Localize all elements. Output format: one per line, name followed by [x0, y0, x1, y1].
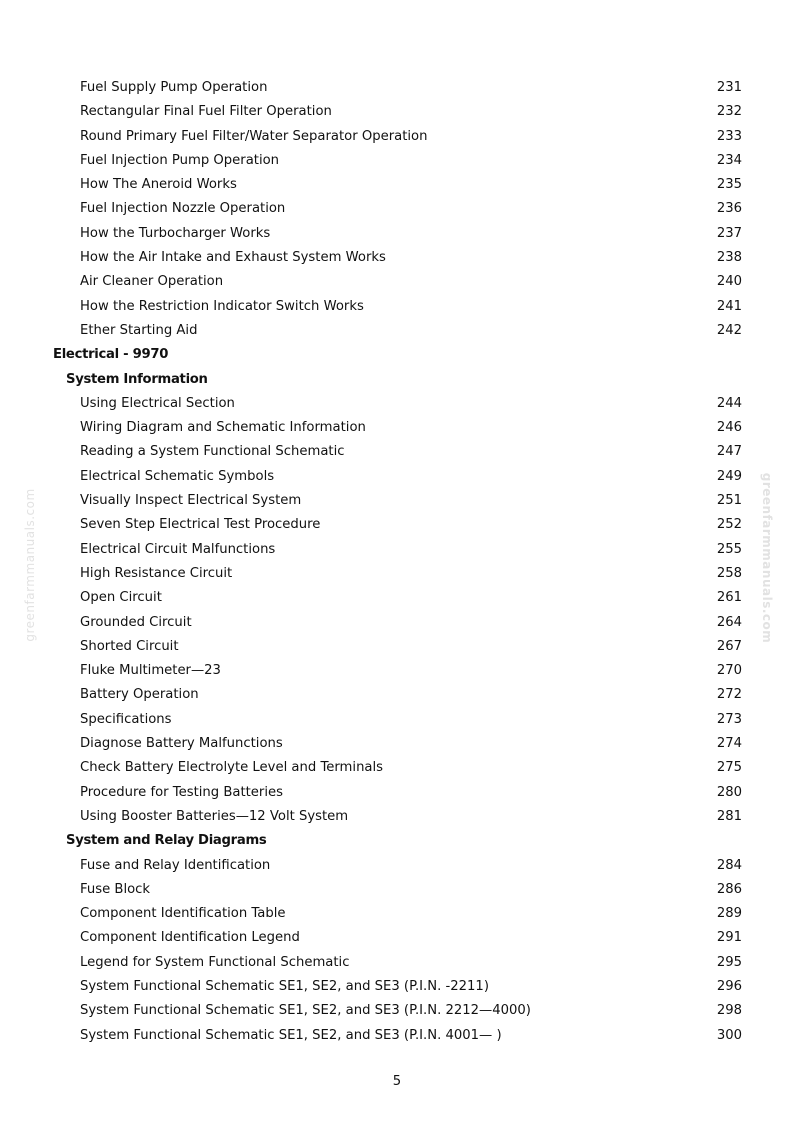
toc-entry-title: Rectangular Final Fuel Filter Operation — [80, 104, 332, 120]
toc-entry-page-number: 289 — [716, 906, 742, 922]
toc-entry-page-number: 286 — [716, 881, 742, 897]
toc-entry-page-number: 284 — [716, 857, 742, 873]
toc-entry-page-number: 240 — [716, 274, 742, 290]
toc-entry-page-number: 300 — [716, 1027, 742, 1043]
toc-entry[interactable] — [0, 197, 794, 221]
toc-entry-page-number: 238 — [716, 250, 742, 266]
toc-entry[interactable] — [0, 756, 794, 780]
toc-subsection-heading[interactable] — [0, 368, 794, 392]
toc-entry-page-number: 244 — [716, 395, 742, 411]
toc-entry[interactable] — [0, 465, 794, 489]
toc-entry-title: System Functional Schematic SE1, SE2, and SE3 (P.I.N. -2211) — [80, 978, 489, 994]
toc-entry[interactable] — [0, 125, 794, 149]
toc-entry-title: Electrical - 9970 — [53, 347, 169, 363]
toc-entry[interactable] — [0, 222, 794, 246]
toc-entry[interactable] — [0, 611, 794, 635]
toc-entry-page-number: 298 — [716, 1003, 742, 1019]
toc-entry-title: High Resistance Circuit — [80, 565, 233, 581]
toc-entry-title: System and Relay Diagrams — [66, 833, 267, 849]
toc-entry-title: System Functional Schematic SE1, SE2, and SE3 (P.I.N. 2212—4000) — [80, 1003, 531, 1019]
toc-entry-page-number: 281 — [716, 808, 742, 824]
toc-entry-page-number: 251 — [716, 493, 742, 509]
toc-entry-page-number: 267 — [716, 638, 742, 654]
toc-entry[interactable] — [0, 1024, 794, 1048]
toc-entry-title: Grounded Circuit — [80, 614, 192, 630]
toc-entry-title: Visually Inspect Electrical System — [80, 493, 302, 509]
toc-entry-page-number: 235 — [716, 177, 742, 193]
toc-entry-title: Component Identification Table — [80, 906, 286, 922]
toc-entry-page-number: 232 — [716, 104, 742, 120]
toc-section-heading[interactable] — [0, 343, 794, 367]
toc-entry-title: How the Turbocharger Works — [80, 225, 271, 241]
toc-entry-page-number: 264 — [716, 614, 742, 630]
toc-entry-page-number: 291 — [716, 930, 742, 946]
toc-entry[interactable] — [0, 805, 794, 829]
toc-entry-page-number: 233 — [716, 128, 742, 144]
toc-entry[interactable] — [0, 319, 794, 343]
toc-entry[interactable] — [0, 975, 794, 999]
watermark-right: greenfarmmanuals.com — [760, 472, 774, 644]
toc-entry-title: Reading a System Functional Schematic — [80, 444, 345, 460]
toc-entry[interactable] — [0, 562, 794, 586]
toc-entry-title: Fuse and Relay Identification — [80, 857, 271, 873]
toc-entry-page-number: 273 — [716, 711, 742, 727]
toc-entry-page-number: 241 — [716, 298, 742, 314]
toc-entry[interactable] — [0, 295, 794, 319]
toc-entry-title: Air Cleaner Operation — [80, 274, 224, 290]
toc-entry-page-number: 275 — [716, 760, 742, 776]
toc-entry-page-number: 261 — [716, 590, 742, 606]
toc-entry-title: Electrical Circuit Malfunctions — [80, 541, 276, 557]
table-of-contents — [0, 76, 794, 1048]
toc-entry[interactable] — [0, 246, 794, 270]
toc-entry-title: Using Electrical Section — [80, 395, 235, 411]
toc-entry[interactable] — [0, 416, 794, 440]
watermark-left: greenfarmmanuals.com — [23, 488, 37, 642]
toc-entry-title: Fuel Injection Pump Operation — [80, 152, 280, 168]
toc-entry-title: Using Booster Batteries—12 Volt System — [80, 808, 349, 824]
toc-entry[interactable] — [0, 732, 794, 756]
toc-entry[interactable] — [0, 173, 794, 197]
toc-entry[interactable] — [0, 513, 794, 537]
toc-entry-title: Ether Starting Aid — [80, 322, 198, 338]
toc-entry[interactable] — [0, 781, 794, 805]
toc-entry-page-number: 236 — [716, 201, 742, 217]
toc-entry-title: How the Air Intake and Exhaust System Works — [80, 250, 386, 266]
toc-entry-title: Fuse Block — [80, 881, 151, 897]
toc-entry[interactable] — [0, 854, 794, 878]
toc-entry[interactable] — [0, 100, 794, 124]
toc-entry[interactable] — [0, 440, 794, 464]
toc-entry-title: Round Primary Fuel Filter/Water Separator Operation — [80, 128, 428, 144]
toc-entry-title: Component Identification Legend — [80, 930, 300, 946]
toc-entry-title: Fuel Injection Nozzle Operation — [80, 201, 286, 217]
toc-entry-title: Wiring Diagram and Schematic Information — [80, 420, 366, 436]
toc-entry-page-number: 296 — [716, 978, 742, 994]
toc-entry-title: Check Battery Electrolyte Level and Terminals — [80, 760, 384, 776]
toc-entry-page-number: 258 — [716, 565, 742, 581]
toc-entry-page-number: 270 — [716, 663, 742, 679]
toc-entry-page-number: 252 — [716, 517, 742, 533]
toc-entry[interactable] — [0, 708, 794, 732]
toc-entry-title: How The Aneroid Works — [80, 177, 237, 193]
toc-entry-page-number: 231 — [716, 80, 742, 95]
toc-entry-page-number: 247 — [716, 444, 742, 460]
toc-entry[interactable] — [0, 489, 794, 513]
toc-entry[interactable] — [0, 999, 794, 1023]
toc-entry-page-number: 280 — [716, 784, 742, 800]
toc-entry[interactable] — [0, 586, 794, 610]
toc-entry-title: Fluke Multimeter—23 — [80, 663, 221, 679]
toc-entry-title: Specifications — [80, 711, 172, 727]
toc-entry-page-number: 274 — [716, 736, 742, 752]
toc-entry[interactable] — [0, 538, 794, 562]
toc-entry-title: Legend for System Functional Schematic — [80, 954, 350, 970]
toc-entry-title: How the Restriction Indicator Switch Works — [80, 298, 364, 314]
toc-entry[interactable] — [0, 149, 794, 173]
toc-entry-page-number: 246 — [716, 420, 742, 436]
toc-entry-title: Open Circuit — [80, 590, 162, 606]
toc-entry[interactable] — [0, 683, 794, 707]
toc-entry-page-number: 237 — [716, 225, 742, 241]
toc-subsection-heading[interactable] — [0, 829, 794, 853]
toc-entry[interactable] — [0, 659, 794, 683]
toc-entry-page-number: 295 — [716, 954, 742, 970]
toc-entry[interactable] — [0, 392, 794, 416]
page-number: 5 — [392, 1074, 402, 1089]
toc-entry[interactable] — [0, 76, 794, 100]
toc-entry-page-number: 272 — [716, 687, 742, 703]
toc-entry[interactable] — [0, 635, 794, 659]
toc-entry-title: Seven Step Electrical Test Procedure — [80, 517, 321, 533]
toc-entry-title: Battery Operation — [80, 687, 199, 703]
toc-entry-page-number: 255 — [716, 541, 742, 557]
toc-entry-title: Diagnose Battery Malfunctions — [80, 736, 283, 752]
toc-entry[interactable] — [0, 902, 794, 926]
toc-entry-title: System Information — [66, 371, 208, 387]
toc-entry-title: Electrical Schematic Symbols — [80, 468, 275, 484]
toc-entry-title: System Functional Schematic SE1, SE2, and SE3 (P.I.N. 4001— ) — [80, 1027, 502, 1043]
toc-entry-page-number: 249 — [716, 468, 742, 484]
toc-entry-page-number: 242 — [716, 322, 742, 338]
toc-entry-title: Shorted Circuit — [80, 638, 179, 654]
toc-entry-title: Procedure for Testing Batteries — [80, 784, 283, 800]
toc-entry[interactable] — [0, 926, 794, 950]
toc-entry-page-number: 234 — [716, 152, 742, 168]
toc-entry-title: Fuel Supply Pump Operation — [80, 80, 268, 95]
toc-entry[interactable] — [0, 951, 794, 975]
toc-entry[interactable] — [0, 878, 794, 902]
toc-entry[interactable] — [0, 270, 794, 294]
